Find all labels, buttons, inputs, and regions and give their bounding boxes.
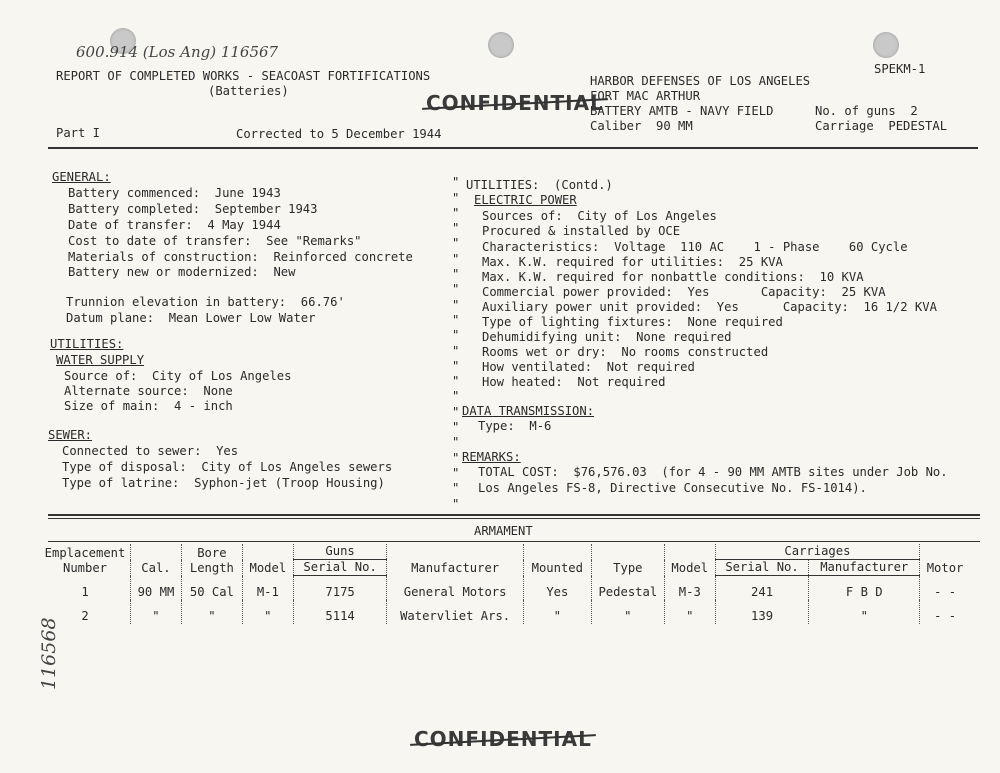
fort-name: FORT MAC ARTHUR [590, 89, 701, 103]
water-line: Size of main: 4 - inch [64, 399, 233, 413]
col-group-carriages: Carriages [715, 544, 919, 560]
power-line: Commercial power provided: Yes Capacity: 25 KVA [482, 285, 886, 299]
power-line: Auxiliary power unit provided: Yes Capacity: 16 1/2 KVA [482, 300, 937, 314]
handwritten-side-number: 116568 [38, 617, 60, 690]
col-carriage-serial: Serial No. [715, 560, 809, 576]
cell-carriage-model: M-3 [664, 576, 715, 601]
sewer-line: Type of disposal: City of Los Angeles sewers [62, 460, 393, 474]
ditto-column: " " " " " " " " " " " " " " " " " " " " " " [452, 175, 460, 511]
remarks-line: TOTAL COST: $76,576.03 (for 4 - 90 MM AMTB sites under Job No. [478, 465, 948, 479]
col-emplacement: Emplacement Number [44, 545, 126, 575]
cell-carriage-manufacturer: " [809, 600, 920, 624]
cell-type: " [591, 600, 664, 624]
header-divider [48, 147, 978, 149]
cell-motor: - - [920, 576, 970, 601]
col-carriage-manufacturer: Manufacturer [809, 560, 920, 576]
cell-manufacturer: Watervliet Ars. [387, 600, 523, 624]
col-model: Model [242, 544, 293, 576]
caliber: Caliber 90 MM [590, 119, 693, 133]
power-line: How ventilated: Not required [482, 360, 695, 374]
armament-table [40, 544, 970, 624]
harbor-defenses: HARBOR DEFENSES OF LOS ANGELES [590, 74, 811, 88]
sewer-line: Type of latrine: Syphon-jet (Troop Housing) [62, 476, 385, 490]
cell-bore: 50 Cal [181, 576, 242, 601]
cell-manufacturer: General Motors [387, 576, 523, 601]
cell-bore: " [181, 600, 242, 624]
armament-title: ARMAMENT [474, 524, 533, 538]
power-line: Rooms wet or dry: No rooms constructed [482, 345, 769, 359]
power-line: Dehumidifying unit: None required [482, 330, 732, 344]
col-group-guns: Guns [293, 544, 387, 560]
col-gun-serial: Serial No. [293, 560, 387, 576]
water-line: Source of: City of Los Angeles [64, 369, 292, 383]
battery-name: BATTERY AMTB - NAVY FIELD [590, 104, 774, 118]
trunnion-elevation: Trunnion elevation in battery: 66.76' [66, 295, 345, 309]
general-line: Battery new or modernized: New [68, 265, 296, 279]
armament-rule-top-2 [48, 518, 980, 519]
col-bore-length: Bore Length [181, 544, 242, 576]
handwritten-file-number: 600.914 (Los Ang) 116567 [76, 43, 279, 61]
report-title: REPORT OF COMPLETED WORKS - SEACOAST FORTIFICATIONS [56, 69, 431, 83]
general-line: Battery completed: September 1943 [68, 202, 318, 216]
power-line: Procured & installed by OCE [482, 224, 681, 238]
cell-cal: " [131, 600, 182, 624]
cell-serial: 7175 [293, 576, 387, 601]
general-line: Battery commenced: June 1943 [68, 186, 281, 200]
corrected-date: Corrected to 5 December 1944 [236, 127, 442, 141]
cell-cal: 90 MM [131, 576, 182, 601]
water-supply-heading: WATER SUPPLY [56, 353, 145, 367]
confidential-stamp-bottom: CONFIDENTIAL [414, 727, 592, 751]
col-cal: Cal. [131, 544, 182, 576]
utilities-contd-heading: UTILITIES: (Contd.) [466, 178, 613, 192]
power-line: Sources of: City of Los Angeles [482, 209, 717, 223]
col-carriage-model: Model [664, 544, 715, 576]
sewer-heading: SEWER: [48, 428, 93, 442]
armament-rule-mid [48, 541, 980, 542]
water-line: Alternate source: None [64, 384, 233, 398]
cell-carriage-manufacturer: F B D [809, 576, 920, 601]
power-line: Max. K.W. required for nonbattle conditions: 10 KVA [482, 270, 864, 284]
general-line: Cost to date of transfer: See "Remarks" [68, 234, 362, 248]
data-transmission-heading: DATA TRANSMISSION: [462, 404, 595, 418]
cell-carriage-serial: 241 [715, 576, 809, 601]
carriage-type: Carriage PEDESTAL [815, 119, 948, 133]
cell-motor: - - [920, 600, 970, 624]
power-line: Characteristics: Voltage 110 AC 1 - Phase 60 Cycle [482, 240, 908, 254]
col-mounted: Mounted [523, 544, 591, 576]
number-of-guns: No. of guns 2 [815, 104, 918, 118]
cell-model: M-1 [242, 576, 293, 601]
power-line: How heated: Not required [482, 375, 666, 389]
cell-model: " [242, 600, 293, 624]
table-row [40, 576, 970, 601]
general-line: Date of transfer: 4 May 1944 [68, 218, 281, 232]
cell-type: Pedestal [591, 576, 664, 601]
general-heading: GENERAL: [52, 170, 111, 184]
utilities-heading: UTILITIES: [50, 337, 124, 351]
emplacement-number: 2 [81, 609, 89, 623]
power-line: Type of lighting fixtures: None required [482, 315, 783, 329]
emplacement-number: 1 [81, 585, 89, 599]
sewer-line: Connected to sewer: Yes [62, 444, 239, 458]
col-type: Type [591, 544, 664, 576]
remarks-heading: REMARKS: [462, 450, 521, 464]
form-code: SPEKM-1 [874, 62, 926, 76]
punch-hole-center [488, 32, 514, 58]
data-transmission-type: Type: M-6 [478, 419, 552, 433]
confidential-stamp-top: CONFIDENTIAL [426, 91, 604, 115]
cell-mounted: " [523, 600, 591, 624]
cell-mounted: Yes [523, 576, 591, 601]
report-subtitle: (Batteries) [208, 84, 289, 98]
electric-power-heading: ELECTRIC POWER [474, 193, 577, 207]
col-motor: Motor [920, 544, 970, 576]
datum-plane: Datum plane: Mean Lower Low Water [66, 311, 316, 325]
remarks-line: Los Angeles FS-8, Directive Consecutive No. FS-1014). [478, 481, 867, 495]
table-row [40, 600, 970, 624]
cell-serial: 5114 [293, 600, 387, 624]
part-label: Part I [56, 126, 101, 140]
armament-rule-top [48, 514, 980, 516]
cell-carriage-model: " [664, 600, 715, 624]
cell-carriage-serial: 139 [715, 600, 809, 624]
general-line: Materials of construction: Reinforced concrete [68, 250, 413, 264]
punch-hole-right [873, 32, 899, 58]
col-manufacturer: Manufacturer [387, 544, 523, 576]
power-line: Max. K.W. required for utilities: 25 KVA [482, 255, 783, 269]
